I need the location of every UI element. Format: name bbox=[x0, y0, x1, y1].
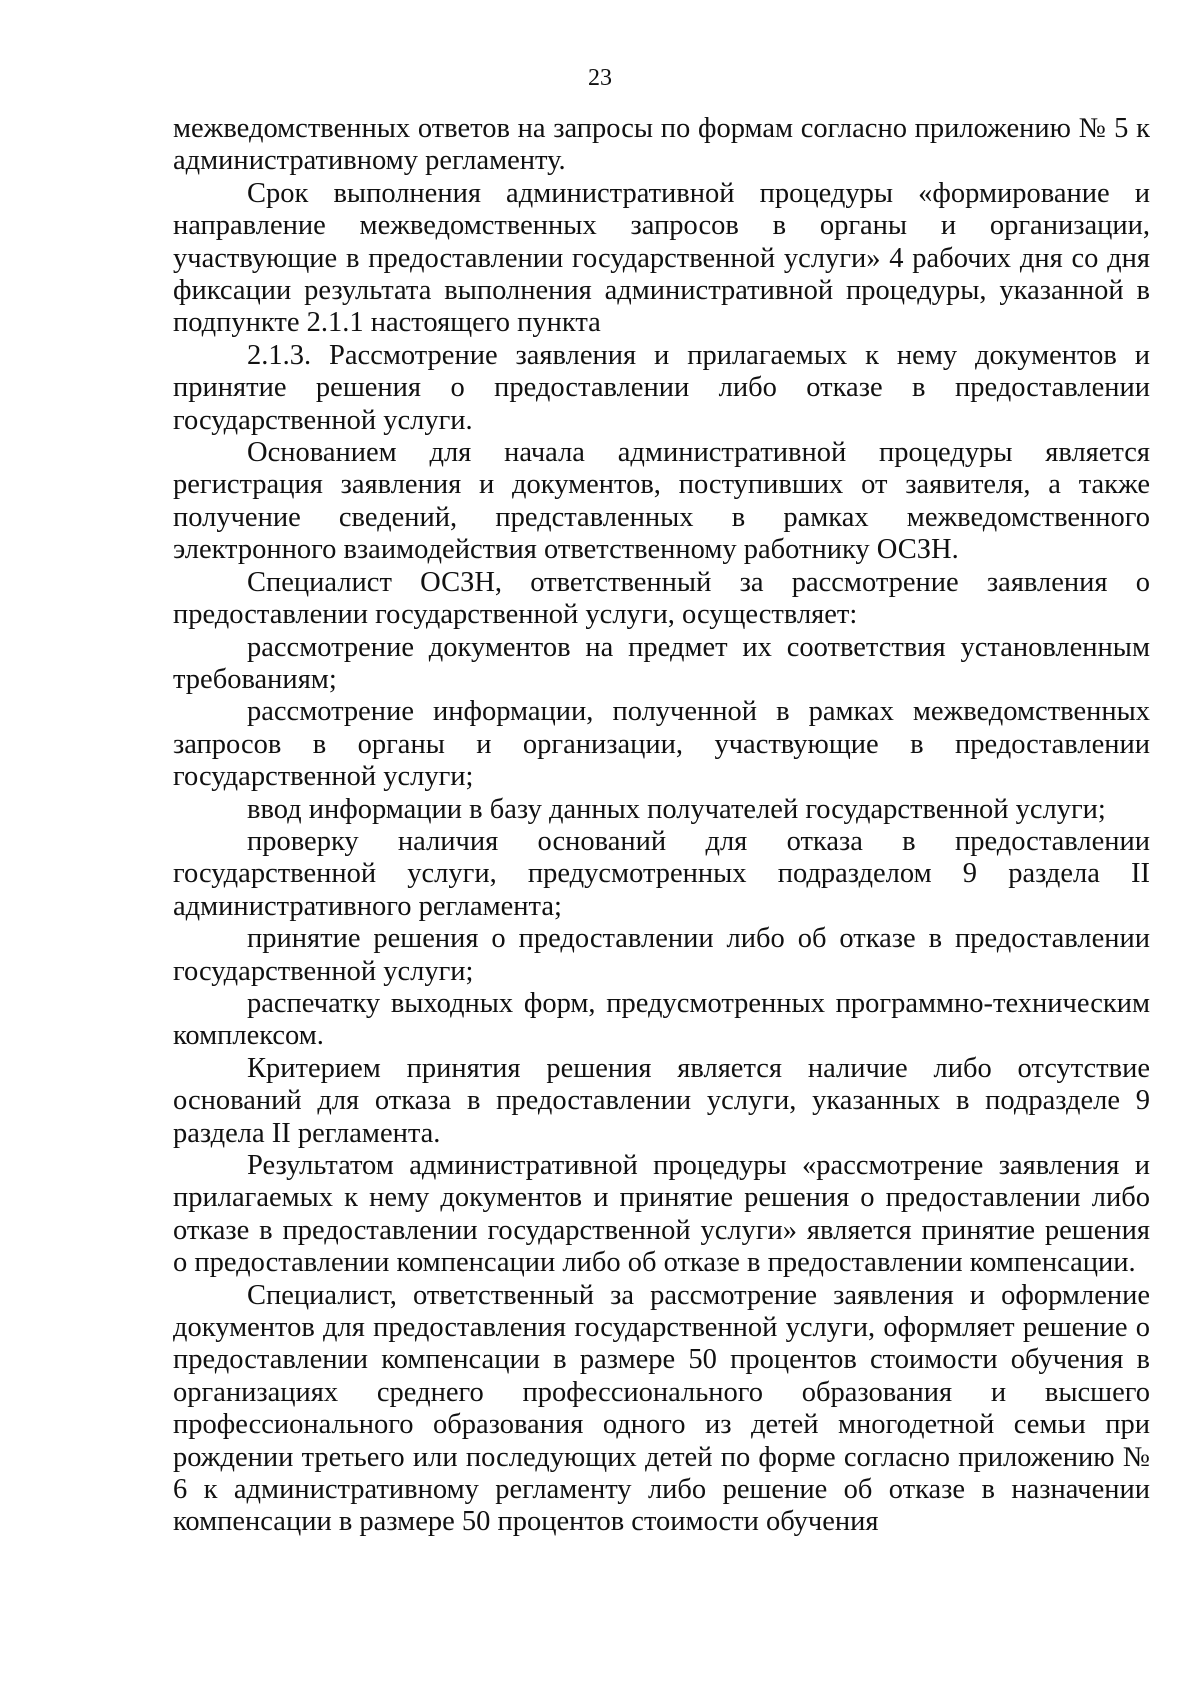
paragraph: распечатку выходных форм, предусмотренных программно-техническим комплексом. bbox=[173, 987, 1150, 1052]
paragraph: межведомственных ответов на запросы по формам согласно приложению № 5 к административному регламенту. bbox=[173, 113, 1150, 177]
paragraph: Специалист ОСЗН, ответственный за рассмотрение заявления о предоставлении государственной услуги, осуществляет: bbox=[173, 566, 1150, 631]
paragraph: рассмотрение информации, полученной в рамках межведомственных запросов в органы и организации, участвующие в предоставлении государственной услуги; bbox=[173, 696, 1150, 793]
paragraph: принятие решения о предоставлении либо об отказе в предоставлении государственной услуги; bbox=[173, 923, 1150, 987]
paragraph: Основанием для начала административной процедуры является регистрация заявления и документов, поступивших от заявителя, а также получение сведений, представленных в рамках межведомственного электронного взаимодействия ответственному работнику ОСЗН. bbox=[173, 437, 1150, 566]
page-number: 23 bbox=[588, 65, 612, 91]
document-body bbox=[173, 113, 1150, 1539]
paragraph: Критерием принятия решения является наличие либо отсутствие оснований для отказа в предоставлении услуги, указанных в подразделе 9 раздела II регламента. bbox=[173, 1052, 1150, 1149]
paragraph: Срок выполнения административной процедуры «формирование и направление межведомственных запросов в органы и организации, участвующие в предоставлении государственной услуги» 4 рабочих дня со дня фиксации результата выполнения административной процедуры, указанной в подпункте 2.1.1 настоящего пункта bbox=[173, 177, 1150, 339]
paragraph: 2.1.3. Рассмотрение заявления и прилагаемых к нему документов и принятие решения о предоставлении либо отказе в предоставлении государственной услуги. bbox=[173, 339, 1150, 436]
paragraph: Специалист, ответственный за рассмотрение заявления и оформление документов для предоставления государственной услуги, оформляет решение о предоставлении компенсации в размере 50 процентов стоимости обучения в организациях среднего профессионального образования и высшего профессионального образования одного из детей многодетной семьи при рождении третьего или последующих детей по форме согласно приложению № 6 к административному регламенту либо решение об отказе в назначении компенсации в размере 50 процентов стоимости обучения bbox=[173, 1279, 1150, 1538]
paragraph: Результатом административной процедуры «рассмотрение заявления и прилагаемых к нему документов и принятие решения о предоставлении либо отказе в предоставлении государственной услуги» является принятие решения о предоставлении компенсации либо об отказе в предоставлении компенсации. bbox=[173, 1150, 1150, 1279]
paragraph: проверку наличия оснований для отказа в предоставлении государственной услуги, предусмотренных подразделом 9 раздела II административного регламента; bbox=[173, 825, 1150, 922]
paragraph: ввод информации в базу данных получателей государственной услуги; bbox=[247, 793, 1106, 825]
paragraph: рассмотрение документов на предмет их соответствия установленным требованиям; bbox=[173, 631, 1150, 695]
